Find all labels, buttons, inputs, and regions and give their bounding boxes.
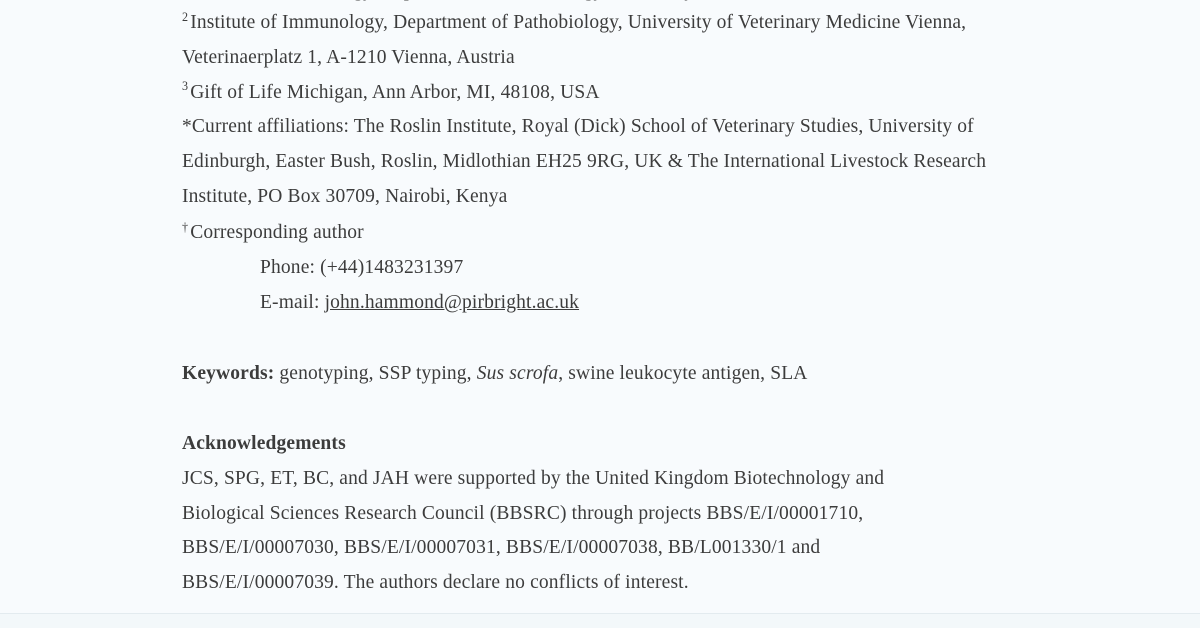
current-affiliations-line-1: *Current affiliations: The Roslin Institute, Royal (Dick) School of Veterinary Studies, University of (182, 116, 974, 138)
acknowledgements-block (182, 427, 1022, 601)
bottom-margin-strip (0, 614, 1200, 628)
current-affiliations-line-2: Edinburgh, Easter Bush, Roslin, Midlothian EH25 9RG, UK & The International Livestock Research (182, 151, 987, 173)
keywords-heading: Keywords: (182, 363, 275, 384)
affiliation-marker-2: 2 (182, 9, 189, 24)
keywords-block (182, 357, 1022, 392)
affiliations-block (182, 6, 1022, 215)
email-link[interactable]: john.hammond@pirbright.ac.uk (324, 291, 580, 313)
corresponding-author-line (182, 216, 1022, 251)
corresponding-author-block (182, 216, 1022, 320)
phone-line (182, 251, 1022, 286)
affiliation-2-text-1: Institute of Immunology, Department of Pathobiology, University of Veterinary Medicine Vienna, (190, 12, 967, 33)
keywords-after-italic: , swine leukocyte antigen, SLA (558, 363, 808, 384)
phone-label: Phone: (260, 256, 316, 278)
corresponding-author-label: Corresponding author (190, 222, 364, 243)
affiliation-3-text-1: Gift of Life Michigan, Ann Arbor, MI, 48108, USA (190, 81, 600, 103)
affiliation-2-line-1 (182, 6, 1022, 41)
current-affiliations-line-3: Institute, PO Box 30709, Nairobi, Kenya (182, 185, 508, 207)
keywords-line (182, 357, 1022, 392)
phone-value: (+44)1483231397 (320, 256, 464, 278)
acknowledgements-line-1: JCS, SPG, ET, BC, and JAH were supported by the United Kingdom Biotechnology and (182, 467, 885, 489)
corresponding-author-marker: † (182, 219, 189, 234)
acknowledgements-line-2: Biological Sciences Research Council (BBSRC) through projects BBS/E/I/00001710, (182, 502, 864, 524)
email-label: E-mail: (260, 291, 320, 313)
email-line (182, 286, 1022, 321)
keywords-before-italic: genotyping, SSP typing, (274, 363, 477, 384)
acknowledgements-line-3: BBS/E/I/00007030, BBS/E/I/00007031, BBS/E/I/00007038, BB/L001330/1 and (182, 537, 821, 559)
affiliation-3-line-1 (182, 76, 1022, 111)
acknowledgements-line-4: BBS/E/I/00007039. The authors declare no conflicts of interest. (182, 572, 689, 594)
accepted-article-watermark (0, 0, 172, 628)
affiliation-2-line-2: Veterinaerplatz 1, A-1210 Vienna, Austria (182, 46, 515, 68)
affiliation-marker-3: 3 (182, 79, 189, 94)
keywords-species-italic: Sus scrofa (476, 363, 559, 384)
acknowledgements-heading: Acknowledgements (182, 433, 346, 454)
